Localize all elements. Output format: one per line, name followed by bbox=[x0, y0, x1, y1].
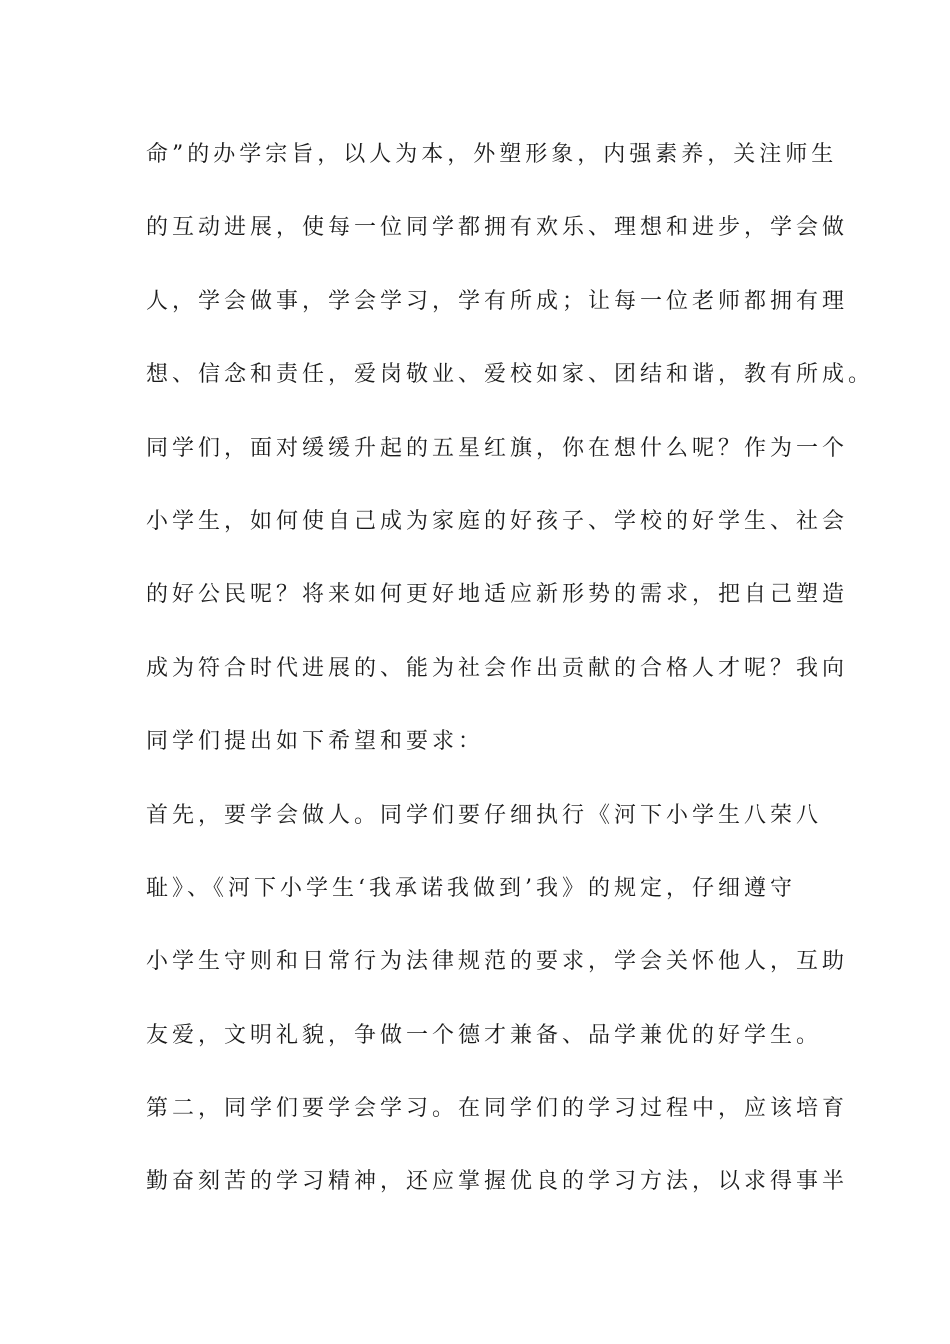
text-line: 想、信念和责任，爱岗敬业、爱校如家、团结和谐，教有所成。 bbox=[146, 362, 875, 388]
body-text bbox=[146, 118, 875, 1219]
text-line: 的好公民呢？将来如何更好地适应新形势的需求，把自己塑造 bbox=[146, 582, 849, 608]
text-line: 小学生，如何使自己成为家庭的好孩子、学校的好学生、社会 bbox=[146, 508, 849, 534]
text-line: 的互动进展，使每一位同学都拥有欢乐、理想和进步，学会做 bbox=[146, 215, 849, 241]
text-line: 同学们，面对缓缓升起的五星红旗，你在想什么呢？作为一个 bbox=[146, 435, 849, 461]
text-line: 耻》、《河下小学生‘我承诺我做到’我》的规定，仔细遵守 bbox=[146, 875, 796, 901]
text-line: 友爱，文明礼貌，争做一个德才兼备、品学兼优的好学生。 bbox=[146, 1022, 823, 1048]
text-line: 成为符合时代进展的、能为社会作出贡献的合格人才呢？我向 bbox=[146, 655, 849, 681]
text-line: 小学生守则和日常行为法律规范的要求，学会关怀他人，互助 bbox=[146, 949, 849, 975]
text-line: 命”的办学宗旨，以人为本，外塑形象，内强素养，关注师生 bbox=[146, 142, 838, 167]
text-line: 首先，要学会做人。同学们要仔细执行《河下小学生八荣八 bbox=[146, 802, 823, 828]
text-line: 人，学会做事，学会学习，学有所成；让每一位老师都拥有理 bbox=[146, 288, 849, 314]
text-line: 第二，同学们要学会学习。在同学们的学习过程中，应该培育 bbox=[146, 1096, 849, 1122]
text-line: 勤奋刻苦的学习精神，还应掌握优良的学习方法，以求得事半 bbox=[146, 1169, 849, 1195]
text-line: 同学们提出如下希望和要求： bbox=[146, 729, 485, 755]
